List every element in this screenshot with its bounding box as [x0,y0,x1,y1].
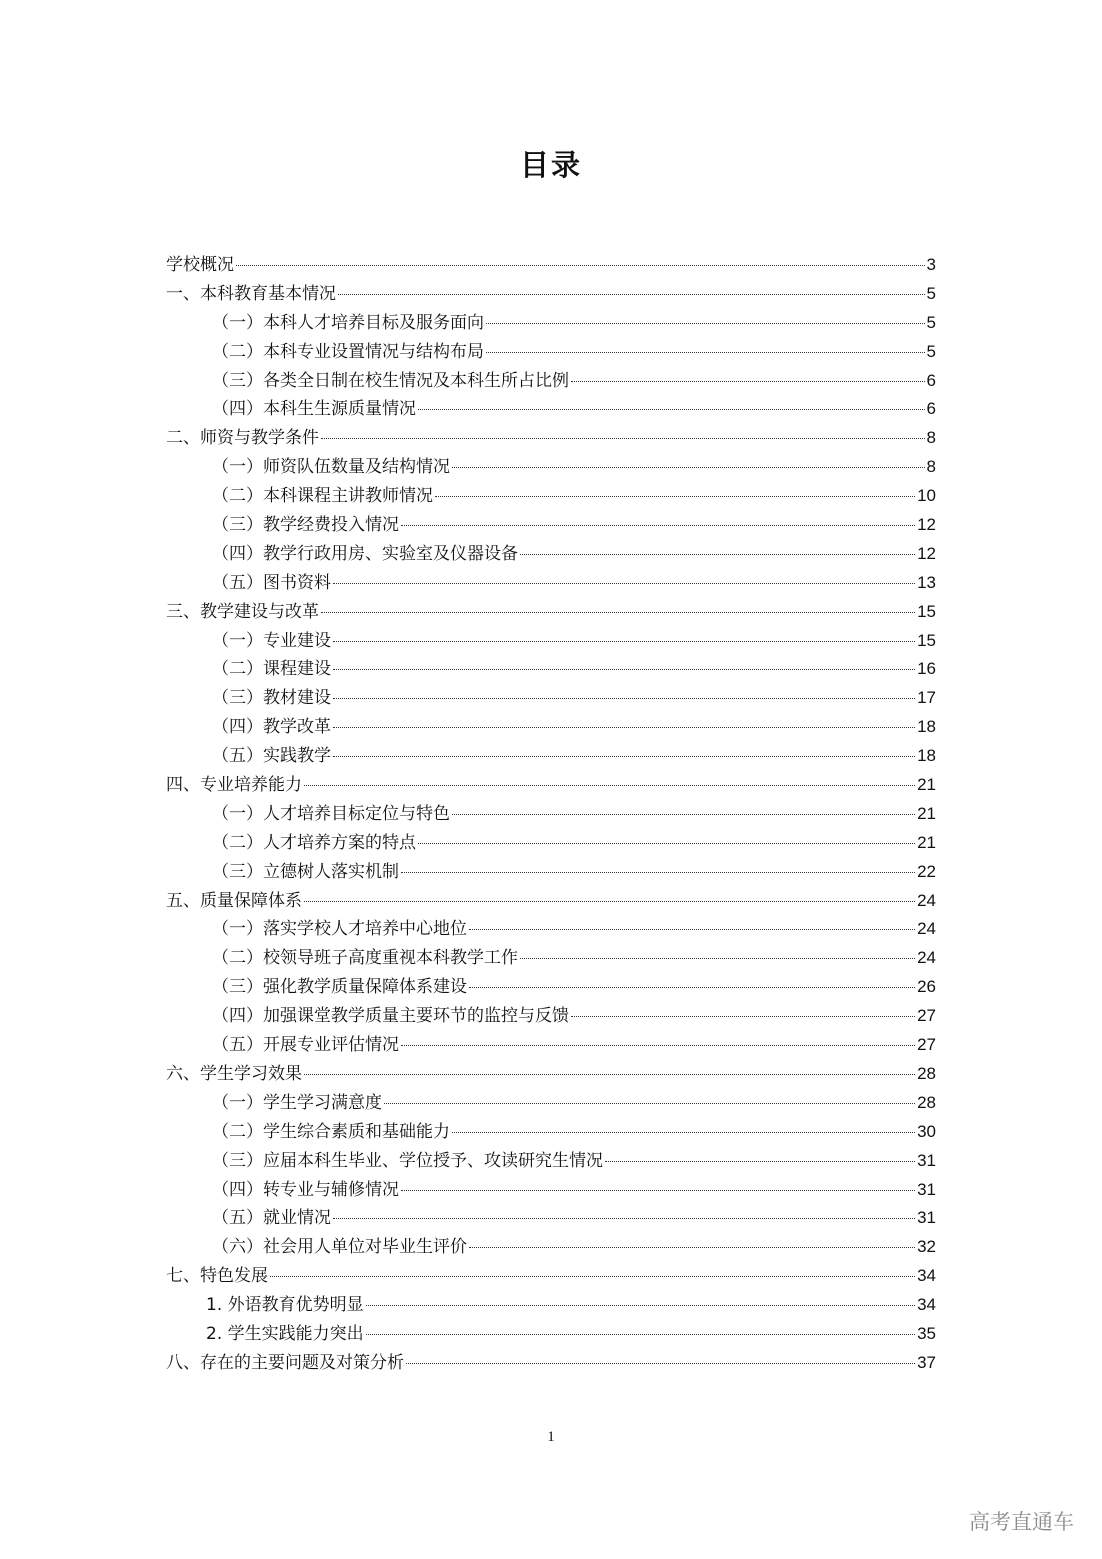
toc-entry-page: 26 [917,977,936,997]
toc-dot-leader [452,467,925,468]
toc-entry[interactable] [166,481,936,510]
toc-entry[interactable] [166,308,936,337]
toc-entry-page: 31 [917,1208,936,1228]
toc-entry-page: 17 [917,688,936,708]
toc-dot-leader [520,958,915,959]
toc-entry[interactable] [166,597,936,626]
toc-entry[interactable] [166,337,936,366]
toc-entry-page: 8 [926,457,936,477]
toc-dot-leader [304,785,915,786]
toc-entry-label: 学校概况 [166,255,234,275]
toc-entry[interactable] [166,1088,936,1117]
toc-dot-leader [333,727,915,728]
toc-dot-leader [304,1074,915,1075]
toc-dot-leader [270,1276,915,1277]
toc-entry-label: （二）校领导班子高度重视本科教学工作 [212,948,518,969]
toc-entry-label: 八、存在的主要问题及对策分析 [166,1352,404,1373]
toc-entry-page: 16 [917,659,936,679]
toc-entry[interactable] [166,452,936,481]
toc-entry-label: （二）本科专业设置情况与结构布局 [212,341,484,362]
toc-entry-label: （一）本科人才培养目标及服务面向 [212,312,484,333]
toc-entry-label: （四）加强课堂教学质量主要环节的监控与反馈 [212,1006,569,1027]
toc-entry[interactable] [166,568,936,597]
toc-entry-label: （一）落实学校人才培养中心地位 [212,919,467,940]
toc-dot-leader [321,438,925,439]
toc-dot-leader [486,352,925,353]
toc-entry-page: 8 [926,428,936,448]
toc-entry-page: 27 [917,1006,936,1026]
toc-entry-page: 5 [926,312,936,332]
toc-dot-leader [406,1363,915,1364]
toc-dot-leader [401,872,915,873]
toc-entry[interactable] [166,394,936,423]
toc-dot-leader [418,843,915,844]
toc-entry-label: （五）实践教学 [212,746,331,767]
toc-entry-page: 15 [917,601,936,621]
toc-dot-leader [384,1103,915,1104]
toc-entry[interactable] [166,423,936,452]
toc-entry-label: （一）学生学习满意度 [212,1092,382,1113]
toc-entry[interactable] [166,1117,936,1146]
toc-entry-page: 24 [917,890,936,910]
toc-dot-leader [333,669,915,670]
toc-entry-page: 6 [926,370,936,390]
toc-entry-label: （一）专业建设 [212,630,331,651]
toc-entry-page: 21 [917,775,936,795]
toc-entry[interactable] [166,654,936,683]
toc-dot-leader [401,1190,915,1191]
toc-entry-label: 六、学生学习效果 [166,1063,302,1084]
page-number: 1 [547,1429,555,1445]
toc-dot-leader [435,496,915,497]
toc-dot-leader [452,1132,915,1133]
toc-dot-leader [418,409,925,410]
toc-entry-label: （二）课程建设 [212,659,331,680]
toc-entry-page: 34 [917,1295,936,1315]
toc-entry-page: 28 [917,1092,936,1112]
toc-entry-label: （三）教学经费投入情况 [212,515,399,536]
toc-entry[interactable] [166,539,936,568]
toc-entry-label: 五、质量保障体系 [166,890,302,911]
toc-entry-page: 35 [917,1323,936,1343]
toc-entry[interactable] [166,1146,936,1175]
toc-dot-leader [321,612,915,613]
toc-entry-page: 10 [917,486,936,506]
toc-entry-page: 22 [917,861,936,881]
toc-dot-leader [366,1334,915,1335]
toc-dot-leader [333,583,915,584]
toc-entry[interactable] [166,886,936,915]
toc-entry[interactable] [166,683,936,712]
toc-entry-page: 21 [917,832,936,852]
toc-dot-leader [401,525,915,526]
toc-entry-label: （六）社会用人单位对毕业生评价 [212,1237,467,1258]
toc-entry-page: 3 [926,255,936,274]
toc-entry[interactable] [166,250,936,279]
toc-entry-page: 28 [917,1063,936,1083]
toc-dot-leader [452,814,915,815]
toc-entry-page: 6 [926,399,936,419]
toc-entry-page: 5 [926,283,936,303]
toc-entry-page: 24 [917,948,936,968]
toc-dot-leader [469,929,915,930]
toc-entry[interactable] [166,366,936,395]
toc-dot-leader [571,1016,915,1017]
toc-entry[interactable] [166,626,936,655]
toc-entry[interactable] [166,1203,936,1232]
toc-entry[interactable] [166,943,936,972]
toc-entry-label: 三、教学建设与改革 [166,601,319,622]
toc-entry[interactable] [166,1030,936,1059]
toc-entry-label: 七、特色发展 [166,1266,268,1287]
toc-dot-leader [236,265,925,266]
toc-entry-page: 18 [917,746,936,766]
toc-dot-leader [304,901,915,902]
toc-entry-page: 37 [917,1352,936,1372]
toc-entry-label: （四）转专业与辅修情况 [212,1179,399,1200]
toc-entry-label: 1. 外语教育优势明显 [206,1295,364,1316]
toc-entry-label: （三）各类全日制在校生情况及本科生所占比例 [212,370,569,391]
toc-dot-leader [333,698,915,699]
toc-dot-leader [469,1247,915,1248]
toc-entry-label: （三）应届本科生毕业、学位授予、攻读研究生情况 [212,1150,603,1171]
toc-entry-label: （五）就业情况 [212,1208,331,1229]
toc-dot-leader [605,1161,915,1162]
toc-dot-leader [571,381,925,382]
toc-entry-label: 2. 学生实践能力突出 [206,1323,364,1344]
toc-entry[interactable] [166,857,936,886]
toc-entry-page: 21 [917,803,936,823]
toc-entry[interactable] [166,799,936,828]
toc-entry-label: （四）本科生生源质量情况 [212,399,416,420]
toc-entry-label: 二、师资与教学条件 [166,428,319,449]
toc-dot-leader [520,554,915,555]
table-of-contents [166,250,936,1377]
toc-entry[interactable] [166,1319,936,1348]
toc-dot-leader [333,756,915,757]
page-title: 目录 [519,148,582,182]
toc-entry-page: 34 [917,1266,936,1286]
toc-dot-leader [333,641,915,642]
toc-entry[interactable] [166,1001,936,1030]
toc-entry-label: （四）教学改革 [212,717,331,738]
toc-entry-page: 12 [917,515,936,535]
toc-entry-page: 13 [917,572,936,592]
toc-entry[interactable] [166,828,936,857]
toc-entry[interactable] [166,279,936,308]
toc-entry[interactable] [166,1261,936,1290]
toc-entry-label: （一）人才培养目标定位与特色 [212,803,450,824]
toc-dot-leader [469,987,915,988]
toc-dot-leader [366,1305,915,1306]
toc-entry[interactable] [166,1232,936,1261]
toc-entry-page: 15 [917,630,936,650]
toc-entry[interactable] [166,741,936,770]
toc-entry[interactable] [166,972,936,1001]
toc-entry[interactable] [166,712,936,741]
toc-entry-label: （二）本科课程主讲教师情况 [212,486,433,507]
toc-entry[interactable] [166,510,936,539]
toc-entry-label: 一、本科教育基本情况 [166,283,336,304]
toc-entry[interactable] [166,1059,936,1088]
toc-entry-page: 31 [917,1179,936,1199]
toc-entry[interactable] [166,1175,936,1204]
toc-entry-label: （一）师资队伍数量及结构情况 [212,457,450,478]
toc-dot-leader [401,1045,915,1046]
toc-entry-page: 32 [917,1237,936,1257]
toc-dot-leader [338,294,925,295]
toc-entry[interactable] [166,1348,936,1377]
toc-entry-page: 30 [917,1121,936,1141]
toc-entry-page: 5 [926,341,936,361]
toc-entry-label: （二）人才培养方案的特点 [212,832,416,853]
toc-entry-page: 12 [917,543,936,563]
watermark: 高考直通车 [969,1510,1074,1534]
toc-entry-label: （三）立德树人落实机制 [212,861,399,882]
toc-entry-page: 31 [917,1150,936,1170]
toc-entry-page: 18 [917,717,936,737]
toc-entry-page: 24 [917,919,936,939]
toc-entry[interactable] [166,1290,936,1319]
toc-entry[interactable] [166,914,936,943]
toc-entry-label: （三）强化教学质量保障体系建设 [212,977,467,998]
toc-dot-leader [486,323,925,324]
toc-entry-page: 27 [917,1035,936,1055]
toc-entry-label: （四）教学行政用房、实验室及仪器设备 [212,543,518,564]
toc-entry[interactable] [166,770,936,799]
toc-dot-leader [333,1218,915,1219]
toc-entry-label: 四、专业培养能力 [166,775,302,796]
toc-entry-label: （五）开展专业评估情况 [212,1035,399,1056]
toc-entry-label: （五）图书资料 [212,572,331,593]
toc-entry-label: （三）教材建设 [212,688,331,709]
toc-entry-label: （二）学生综合素质和基础能力 [212,1121,450,1142]
